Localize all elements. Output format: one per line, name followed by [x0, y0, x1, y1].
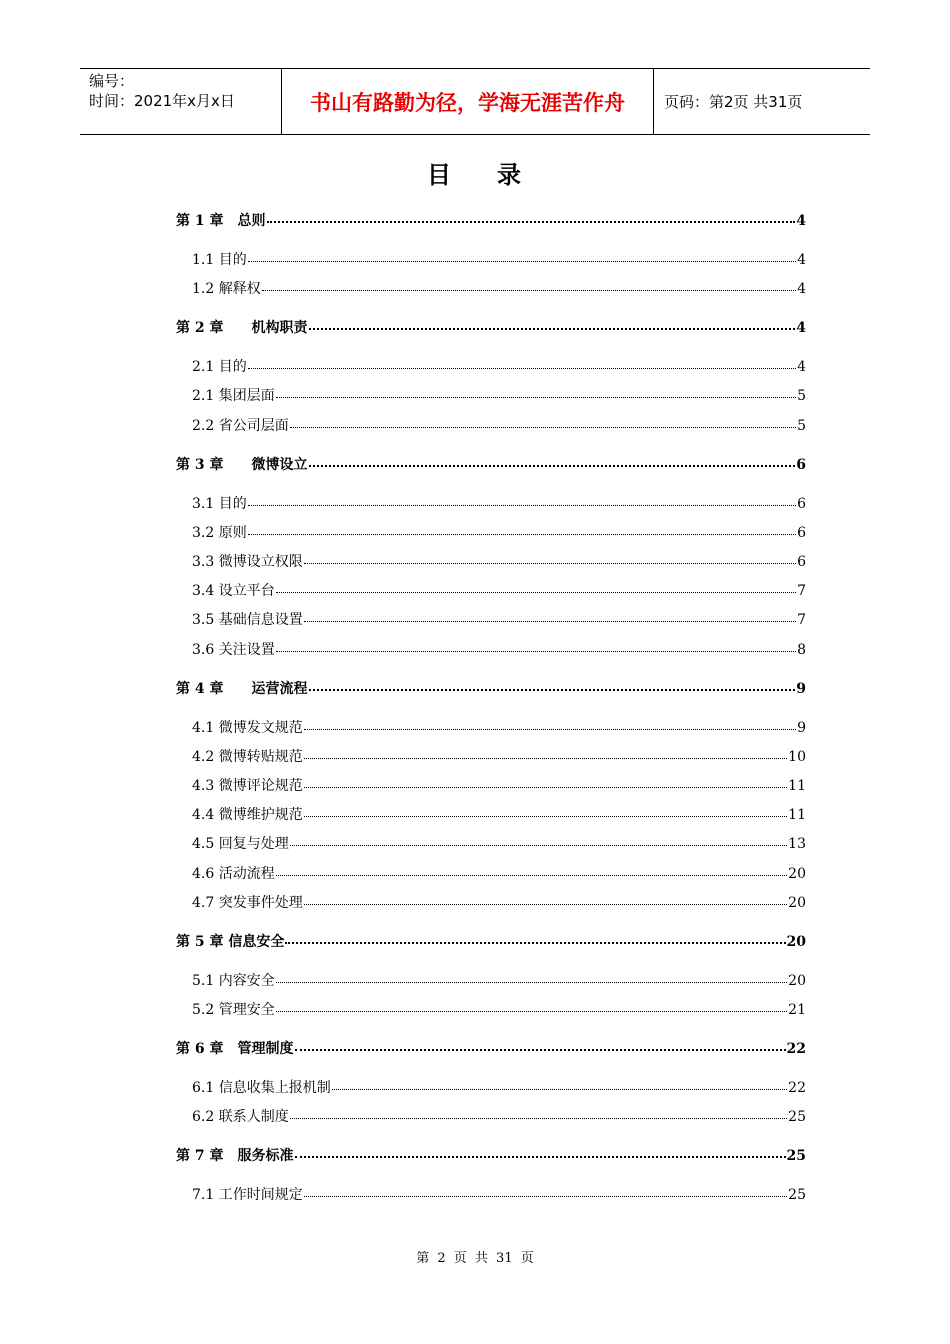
toc-section-entry[interactable]	[192, 386, 806, 406]
toc-entry-label: 3.1 目的	[192, 495, 247, 512]
toc-entry-page: 11	[788, 778, 806, 794]
toc-entry-page: 22	[786, 1041, 806, 1057]
header-meta	[80, 69, 281, 134]
toc-entry-page: 25	[786, 1148, 806, 1165]
toc-section-entry[interactable]	[192, 718, 806, 738]
toc-leader-dots	[276, 591, 796, 593]
toc-leader-dots	[309, 327, 796, 330]
toc-entry-label: 4.6 活动流程	[192, 865, 275, 882]
toc-leader-dots	[248, 533, 796, 535]
toc-entry-page: 4	[796, 213, 806, 229]
toc-entry-label: 第 3 章 微博设立	[176, 456, 308, 473]
toc-entry-page: 25	[788, 1187, 806, 1204]
header-motto: 书山有路勤为径，学海无涯苦作舟	[281, 69, 654, 134]
toc-entry-label: 3.2 原则	[192, 524, 247, 541]
toc-leader-dots	[248, 260, 796, 262]
toc-section-entry[interactable]	[192, 640, 806, 660]
toc-entry-page: 20	[788, 894, 806, 911]
toc-section-entry[interactable]	[192, 834, 806, 854]
toc-leader-dots	[304, 1195, 787, 1197]
toc-entry-label: 第 5 章 信息安全	[176, 933, 285, 950]
toc-section-entry[interactable]	[192, 776, 806, 796]
toc-entry-page: 21	[788, 1002, 806, 1018]
toc-entry-page: 9	[796, 680, 806, 697]
toc-section-entry[interactable]	[192, 523, 806, 543]
toc-leader-dots	[276, 396, 796, 398]
toc-entry-label: 6.2 联系人制度	[192, 1109, 289, 1126]
toc-leader-dots	[304, 562, 796, 564]
toc-section-entry[interactable]	[192, 416, 806, 436]
toc-chapter-entry[interactable]	[176, 318, 806, 338]
toc-leader-dots	[295, 1155, 786, 1158]
toc-section-entry[interactable]	[192, 279, 806, 299]
toc-entry-label: 7.1 工作时间规定	[192, 1187, 303, 1204]
toc-entry-label: 4.4 微博维护规范	[192, 807, 303, 824]
toc-leader-dots	[248, 504, 796, 506]
toc-entry-label: 第 4 章 运营流程	[176, 680, 308, 697]
toc-entry-label: 4.1 微博发文规范	[192, 719, 303, 736]
toc-entry-page: 7	[797, 583, 806, 600]
toc-leader-dots	[304, 815, 787, 817]
toc-entry-label: 6.1 信息收集上报机制	[192, 1080, 331, 1096]
toc-leader-dots	[304, 903, 787, 905]
toc-entry-page: 6	[797, 524, 806, 541]
toc-chapter-entry[interactable]	[176, 1039, 806, 1059]
toc-section-entry[interactable]	[192, 893, 806, 913]
toc-title-char-2: 录	[497, 160, 523, 189]
toc-entry-page: 6	[797, 554, 806, 570]
toc-leader-dots	[304, 757, 787, 759]
toc-entry-label: 第 7 章 服务标准	[176, 1148, 294, 1165]
toc-leader-dots	[332, 1088, 787, 1090]
toc-section-entry[interactable]	[192, 552, 806, 572]
toc-leader-dots	[290, 426, 796, 428]
toc-entry-label: 第 6 章 管理制度	[176, 1041, 294, 1057]
toc-chapter-entry[interactable]	[176, 679, 806, 699]
toc-entry-label: 4.2 微博转贴规范	[192, 748, 303, 765]
toc-leader-dots	[290, 844, 787, 846]
toc-leader-dots	[309, 688, 796, 691]
toc-leader-dots	[262, 289, 796, 291]
toc-entry-label: 2.1 集团层面	[192, 388, 275, 405]
toc-chapter-entry[interactable]	[176, 932, 806, 952]
toc-entry-page: 22	[788, 1080, 806, 1096]
toc-leader-dots	[304, 786, 787, 788]
toc-leader-dots	[309, 464, 796, 467]
toc-section-entry[interactable]	[192, 1185, 806, 1205]
toc-entry-page: 4	[797, 281, 806, 298]
toc-chapter-entry[interactable]	[176, 455, 806, 475]
toc-section-entry[interactable]	[192, 747, 806, 767]
toc-leader-dots	[267, 220, 796, 223]
toc-leader-dots	[276, 1010, 787, 1012]
header-number-label: 编号：	[89, 72, 135, 90]
toc-entry-page: 4	[796, 320, 806, 337]
toc-entry-label: 3.3 微博设立权限	[192, 554, 303, 570]
toc-entry-page: 4	[797, 359, 806, 376]
toc-leader-dots	[276, 981, 787, 983]
toc-entry-page: 6	[797, 495, 806, 512]
toc-entry-label: 2.2 省公司层面	[192, 417, 289, 434]
toc-section-entry[interactable]	[192, 610, 806, 630]
toc-section-entry[interactable]	[192, 250, 806, 270]
toc-entry-page: 5	[797, 388, 806, 405]
toc-chapter-entry[interactable]	[176, 1146, 806, 1166]
toc-section-entry[interactable]	[192, 1078, 806, 1098]
toc-entry-page: 6	[796, 456, 806, 473]
toc-section-entry[interactable]	[192, 1000, 806, 1020]
toc-entry-label: 4.5 回复与处理	[192, 836, 289, 853]
toc-entry-label: 1.2 解释权	[192, 281, 261, 298]
toc-section-entry[interactable]	[192, 581, 806, 601]
toc-entry-label: 2.1 目的	[192, 359, 247, 376]
toc-section-entry[interactable]	[192, 864, 806, 884]
toc-leader-dots	[276, 874, 787, 876]
header-time-label: 时间：2021年x月x日	[89, 92, 235, 110]
toc-entry-page: 11	[788, 807, 806, 824]
toc-section-entry[interactable]	[192, 1107, 806, 1127]
toc-entry-label: 1.1 目的	[192, 252, 247, 268]
toc-entry-page: 20	[788, 972, 806, 989]
page-header	[80, 68, 870, 135]
toc-entry-label: 5.1 内容安全	[192, 972, 275, 989]
toc-leader-dots	[290, 1117, 787, 1119]
toc-entry-page: 25	[788, 1109, 806, 1126]
toc-title-char-1: 目	[427, 160, 453, 189]
toc-leader-dots	[304, 620, 796, 622]
toc-chapter-entry[interactable]	[176, 211, 806, 231]
toc-entry-label: 4.7 突发事件处理	[192, 894, 303, 911]
toc-leader-dots	[304, 728, 796, 730]
toc-entry-page: 8	[797, 641, 806, 658]
toc-leader-dots	[285, 941, 785, 944]
toc-leader-dots	[248, 367, 796, 369]
toc-leader-dots	[276, 650, 796, 652]
toc-entry-label: 3.5 基础信息设置	[192, 612, 303, 629]
toc-section-entry[interactable]	[192, 971, 806, 991]
header-page-info: 页码：第2页 共31页	[664, 93, 803, 111]
toc-entry-label: 第 2 章 机构职责	[176, 320, 308, 337]
toc-entry-page: 7	[797, 612, 806, 629]
page-footer: 第 2 页 共 31 页	[416, 1251, 534, 1266]
toc-title	[0, 155, 950, 190]
toc-entry-page: 5	[797, 417, 806, 434]
toc-section-entry[interactable]	[192, 805, 806, 825]
toc-entry-label: 3.6 关注设置	[192, 641, 275, 658]
toc-entry-page: 9	[797, 719, 806, 736]
toc-section-entry[interactable]	[192, 357, 806, 377]
toc-section-entry[interactable]	[192, 494, 806, 514]
toc-entry-page: 13	[788, 836, 806, 853]
toc-entry-label: 第 1 章 总则	[176, 213, 266, 229]
toc-entry-label: 5.2 管理安全	[192, 1002, 275, 1018]
toc-entry-page: 20	[786, 933, 806, 950]
toc-entry-page: 4	[797, 252, 806, 268]
toc-entry-label: 4.3 微博评论规范	[192, 778, 303, 794]
toc-leader-dots	[295, 1048, 786, 1051]
toc-entry-page: 10	[788, 748, 806, 765]
toc-entry-page: 20	[788, 865, 806, 882]
toc-entry-label: 3.4 设立平台	[192, 583, 275, 600]
